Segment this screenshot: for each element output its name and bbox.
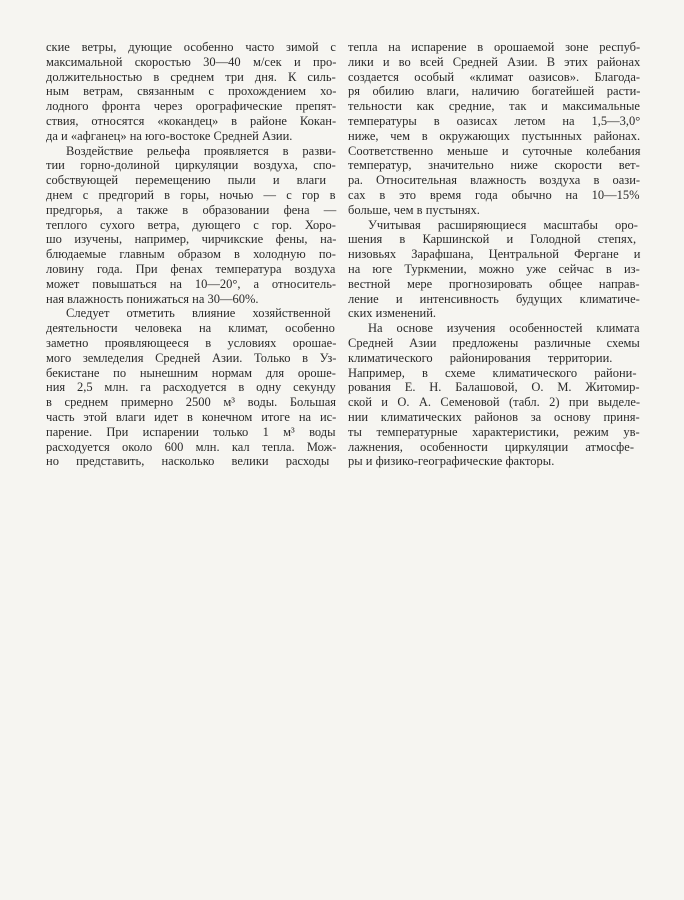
text-line: да и «афганец» на юго-востоке Средней Азии. [46, 128, 293, 143]
text-line: тии горно-долиной циркуляции воздуха, спо- [46, 158, 336, 173]
text-line: ской и О. А. Семеновой (табл. 2) при выделе- [348, 395, 641, 410]
text-line: заметно проявляющееся в условиях орошае- [46, 335, 337, 350]
text-line: На основе изучения особенностей климата [368, 321, 640, 336]
text-line: ния 2,5 млн. га расходуется в одну секунду [46, 380, 336, 395]
text-line: вестной мере прогнозировать общее направ- [348, 276, 640, 291]
text-line: рования Е. Н. Балашовой, О. М. Житомир- [348, 380, 640, 395]
text-line: бекистане по нынешним нормам для ороше- [46, 365, 336, 380]
text-line: Например, в схеме климатического райони- [348, 365, 637, 380]
text-line: предгорья, а также в образовании фена — [46, 202, 337, 217]
text-line: ские ветры, дующие особенно часто зимой с [46, 40, 336, 54]
text-line: Средней Азии предложены различные схемы [348, 335, 640, 350]
text-line: деятельности человека на климат, особенно [46, 321, 335, 336]
text-line: низовьях Зарафшана, Центральной Фергане и [348, 247, 641, 262]
text-line: ря обилию влаги, наличию богатейшей расти- [348, 84, 641, 99]
text-line: лодного фронта через орографические препят- [46, 99, 337, 114]
text-line: Воздействие рельефа проявляется в разви- [66, 143, 336, 158]
text-line: лажнения, особенности циркуляции атмосфе- [348, 439, 634, 454]
text-line: максимальной скоростью 30—40 м/сек и про- [46, 54, 337, 69]
text-line: климатического районирования территории. [348, 350, 613, 365]
text-line: может повышаться на 10—20°, а относитель- [46, 276, 337, 291]
left-column [46, 40, 336, 469]
text-line: создается особый «климат оазисов». Благода- [348, 69, 641, 84]
text-line: нии климатических районов за основу приня- [348, 409, 640, 424]
text-line: больше, чем в пустынях. [348, 202, 480, 217]
text-line: мого земледелия Средней Азии. Только в Уз- [46, 350, 337, 365]
text-line: но представить, насколько велики расходы [46, 454, 330, 469]
text-line: расходуется около 600 млн. кал тепла. Мож- [46, 439, 337, 454]
text-line: ры и физико-географические факторы. [348, 454, 555, 469]
text-line: тепла на испарение в орошаемой зоне респуб- [348, 40, 641, 54]
text-line: ловину года. При фенах температура воздуха [46, 261, 336, 276]
text-line: должительностью в среднем три дня. К силь- [46, 69, 336, 84]
text-line: ление и интенсивность будущих климатиче- [348, 291, 640, 306]
right-column [348, 40, 640, 469]
text-line: температур, значительно ниже скорости вет- [348, 158, 640, 173]
text-line: блюдаемые главным образом в холодную по- [46, 247, 336, 262]
text-line: тельности как средние, так и максимальные [348, 99, 640, 114]
text-line: на юге Туркмении, можно уже сейчас в из- [348, 261, 640, 276]
text-line: ниже, чем в окружающих пустынных районах. [348, 128, 641, 143]
text-line: ских изменений. [348, 306, 437, 321]
text-line: Учитывая расширяющиеся масштабы оро- [368, 217, 638, 232]
text-line: днем с предгорий в горы, ночью — с гор в [46, 187, 336, 202]
text-line: температуры в оазисах летом на 1,5—3,0° [348, 113, 641, 128]
text-line: ра. Относительная влажность воздуха в оази- [348, 173, 641, 188]
text-line: шо изучены, например, чирчикские фены, на- [46, 232, 337, 247]
text-line: часть этой влаги идет в конечном итоге на ис- [46, 409, 337, 424]
text-line: Соответственно меньше и суточные колебания [348, 143, 641, 158]
text-line: Следует отметить влияние хозяйственной [66, 306, 331, 321]
text-line: в среднем примерно 2500 м³ воды. Большая [46, 395, 336, 410]
text-line: шения в Каршинской и Голодной степях, [348, 232, 637, 247]
text-line: парение. При испарении только 1 м³ воды [46, 424, 336, 439]
text-line: сах в это время года обычно на 10—15% [348, 187, 640, 202]
text-line: ным ветрам, связанным с прохождением хо- [46, 84, 337, 99]
text-line: ная влажность понижаться на 30—60%. [46, 291, 259, 306]
text-line: ствия, относятся «кокандец» в районе Кокан- [46, 113, 337, 128]
text-line: теплого сухого ветра, дующего с гор. Хоро- [46, 217, 336, 232]
text-line: ты температурные характеристики, режим ув- [348, 424, 640, 439]
text-line: лики и во всей Средней Азии. В этих районах [348, 54, 641, 69]
text-line: собствующей перемещению пыли и влаги [46, 173, 327, 188]
